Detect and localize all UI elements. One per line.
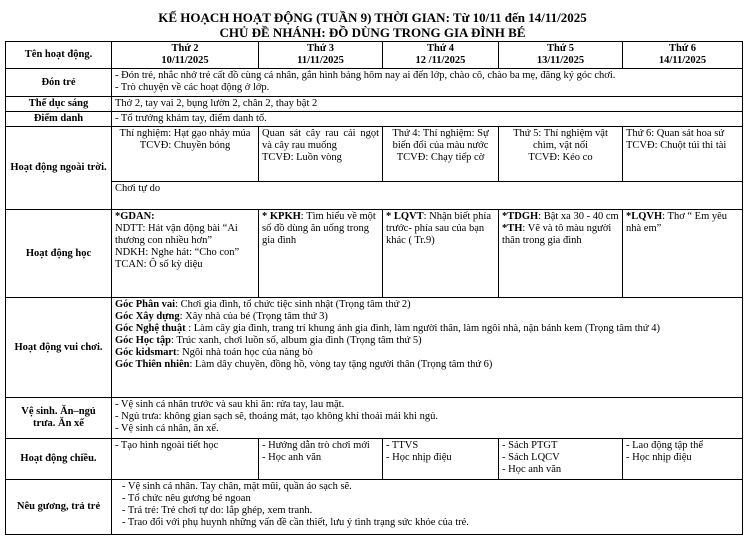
column-header-day: Thứ 5 13/11/2025 [499, 42, 623, 69]
afternoon-cell: - Tạo hình ngoài tiết học [112, 439, 259, 480]
corner-item: Góc Thiên nhiên: Làm dây chuyền, đồng hồ, vòng tay tặng người thân (Trọng tâm thứ 6) [115, 359, 493, 370]
row-ngoai-troi-free-play [6, 182, 743, 210]
corner-item: Góc kidsmart: Ngôi nhà toán học của nàng bò [115, 347, 313, 358]
afternoon-cell: - TTVS - Học nhịp điệu [383, 439, 499, 480]
corner-item: Góc Xây dựng: Xây nhà của bé (Trọng tâm thứ 3) [115, 311, 328, 322]
row-label: Hoạt động ngoài trời. [6, 127, 112, 210]
row-label: Hoạt động chiều. [6, 439, 112, 480]
column-header-day: Thứ 3 11/11/2025 [259, 42, 383, 69]
row-vui-choi [6, 298, 743, 398]
row-diem-danh [6, 112, 743, 127]
outdoor-cell: Quan sát cây rau cải ngọt và cây rau muống TCVĐ: Luồn vòng [259, 127, 383, 182]
lesson-cell-mon: *GDAN: NDTT: Hát vận động bài “Ai thương con nhiều hơn” NDKH: Nghe hát: “Cho con” TCAN: Ô số kỳ diệu [112, 210, 259, 298]
row-label: Hoạt động học [6, 210, 112, 298]
activity-plan-table [5, 41, 743, 535]
lesson-cell-thu: *TDGH: Bật xa 30 - 40 cm *TH: Vẽ và tô màu người thân trong gia đình [499, 210, 623, 298]
column-header-day: Thứ 2 10/11/2025 [112, 42, 259, 69]
table-header-row [6, 42, 743, 69]
row-content: - Vệ sinh cá nhân. Tay chân, mặt mũi, quần áo sạch sẽ. - Tổ chức nêu gương bé ngoan - Trả trẻ: Trẻ chơi tự do: lắp ghép, xem tranh. - Trao đổi với phụ huynh những vấn đề cần thiết, lưu ý tình trạng sức khỏe của trẻ. [112, 480, 743, 535]
row-content: - Vệ sinh cá nhân trước và sau khi ăn: rửa tay, lau mặt. - Ngủ trưa: không gian sạch sẽ, thoáng mát, tạo không khí thoải mái khi ngủ. - Vệ sinh cá nhân, ăn xế. [112, 398, 743, 439]
corner-item: Góc Học tập: Trúc xanh, chơi luồn số, album gia đình (Trọng tâm thứ 5) [115, 335, 422, 346]
row-ngoai-troi [6, 127, 743, 182]
row-label: Điểm danh [6, 112, 112, 127]
corner-item: Góc Nghệ thuật : Làm cây gia đình, trang trí khung ảnh gia đình, làm người thân, làm ngôi nhà, nặn bánh kem (Trọng tâm thứ 4) [115, 323, 660, 334]
outdoor-cell: Thứ 5: Thí nghiệm vật chìm, vật nổi TCVĐ: Kéo co [499, 127, 623, 182]
column-header-day: Thứ 4 12 /11/2025 [383, 42, 499, 69]
play-corners [112, 298, 743, 398]
lesson-cell-tue: * KPKH: Tìm hiểu về một số đồ dùng ăn uống trong gia đình [259, 210, 383, 298]
row-don-tre [6, 69, 743, 97]
page-title: KẾ HOẠCH HOẠT ĐỘNG (TUẦN 9) THỜI GIAN: Từ 10/11 đến 14/11/2025 [158, 10, 587, 25]
page-subtitle: CHỦ ĐỀ NHÁNH: ĐỒ DÙNG TRONG GIA ĐÌNH BÉ [219, 25, 526, 40]
row-hoat-dong-hoc [6, 210, 743, 298]
outdoor-cell: Thứ 6: Quan sát hoa sứ TCVĐ: Chuột túi thi tài [623, 127, 743, 182]
row-content: Thở 2, tay vai 2, bụng lườn 2, chân 2, thay bật 2 [112, 97, 743, 112]
row-hoat-dong-chieu [6, 439, 743, 480]
row-label: Thể dục sáng [6, 97, 112, 112]
lesson-cell-fri: *LQVH: Thơ “ Em yêu nhà em” [623, 210, 743, 298]
row-label: Nêu gương, trả trẻ [6, 480, 112, 535]
lesson-cell-wed: * LQVT: Nhận biết phía trước- phía sau của bạn khác ( Tr.9) [383, 210, 499, 298]
corner-item: Góc Phân vai: Chơi gia đình, tổ chức tiệc sinh nhật (Trọng tâm thứ 2) [115, 299, 411, 310]
row-label: Vệ sinh. Ăn–ngủ trưa. Ăn xế [6, 398, 112, 439]
free-play-cell: Chơi tự do [112, 182, 743, 210]
row-the-duc-sang [6, 97, 743, 112]
outdoor-cell: Thứ 4: Thí nghiệm: Sự biến đổi của màu nước TCVĐ: Chạy tiếp cờ [383, 127, 499, 182]
row-label: Hoạt động vui chơi. [6, 298, 112, 398]
row-content: - Tổ trưởng khám tay, điểm danh tổ. [112, 112, 743, 127]
afternoon-cell: - Sách PTGT - Sách LQCV - Học anh văn [499, 439, 623, 480]
afternoon-cell: - Hướng dẫn trò chơi mới - Học anh văn [259, 439, 383, 480]
outdoor-cell: Thí nghiệm: Hạt gạo nhảy múa TCVĐ: Chuyền bóng [112, 127, 259, 182]
row-content: - Đón trẻ, nhắc nhở trẻ cất đồ cùng cá nhân, gắn hình bảng hôm nay ai đến lớp, chào cô, chào ba mẹ, đăng ký góc chơi. - Trò chuyện về các hoạt động ở lớp. [112, 69, 743, 97]
afternoon-cell: - Lao động tập thể - Học nhịp điệu [623, 439, 743, 480]
column-header-activity: Tên hoạt động. [6, 42, 112, 69]
row-label: Đón trẻ [6, 69, 112, 97]
row-neu-guong [6, 480, 743, 535]
column-header-day: Thứ 6 14/11/2025 [623, 42, 743, 69]
row-ve-sinh [6, 398, 743, 439]
